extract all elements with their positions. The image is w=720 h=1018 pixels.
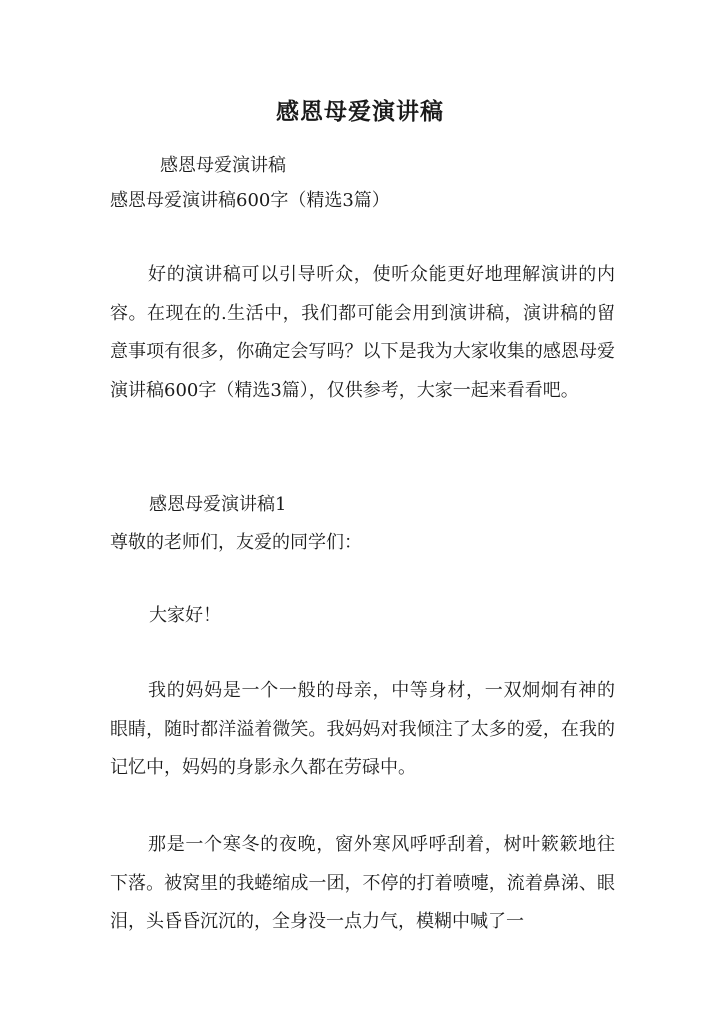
- body-paragraph-2: 那是一个寒冬的夜晚，窗外寒风呼呼刮着，树叶簌簌地往下落。被窝里的我蜷缩成一团，不停的打着喷嚏，流着鼻涕、眼泪，头昏昏沉沉的，全身没一点力气，模糊中喊了一: [110, 834, 615, 932]
- salutation: 尊敬的老师们，友爱的同学们：: [110, 532, 362, 553]
- document-subtitle: 感恩母爱演讲稿: [160, 155, 286, 176]
- intro-paragraph: 好的演讲稿可以引导听众，使听众能更好地理解演讲的内容。在现在的.生活中，我们都可能会用到演讲稿，演讲稿的留意事项有很多，你确定会写吗？以下是我为大家收集的感恩母爱演讲稿600字（精选3篇），仅供参考，大家一起来看看吧。: [110, 264, 615, 401]
- body-paragraph-1: 我的妈妈是一个一般的母亲，中等身材，一双炯炯有神的眼睛，随时都洋溢着微笑。我妈妈对我倾注了太多的爱，在我的记忆中，妈妈的身影永久都在劳碌中。: [110, 680, 615, 778]
- section-title: 感恩母爱演讲稿1: [149, 494, 287, 515]
- document-title: 感恩母爱演讲稿: [276, 98, 444, 125]
- document-heading: 感恩母爱演讲稿600字（精选3篇）: [110, 190, 390, 211]
- greeting: 大家好！: [149, 605, 221, 626]
